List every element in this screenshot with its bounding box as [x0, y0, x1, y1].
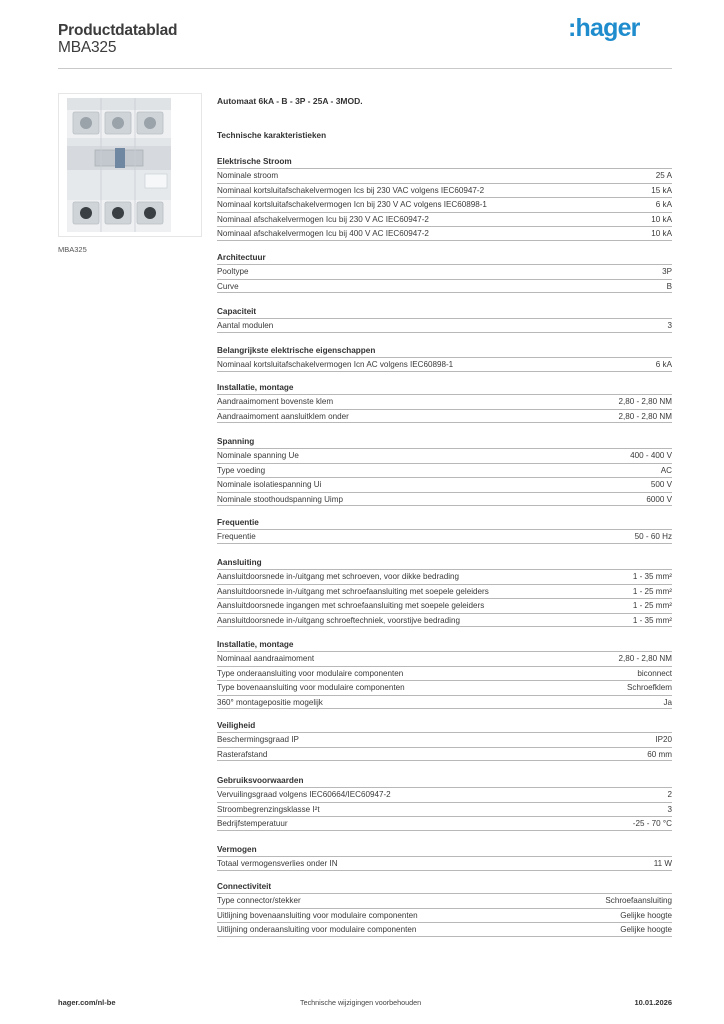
spec-label: Aansluitdoorsnede in-/uitgang schroeftechniek, voorstijve bedrading: [217, 615, 460, 625]
spec-label: Aantal modulen: [217, 321, 274, 330]
spec-value: 25 A: [655, 171, 672, 180]
spec-label: Uitlijning bovenaansluiting voor modulaire componenten: [217, 910, 418, 920]
spec-value: 3: [667, 321, 672, 330]
spec-value: 3: [667, 804, 672, 814]
spec-row: [217, 802, 672, 817]
spec-value: IP20: [655, 735, 672, 744]
spec-row: [217, 908, 672, 923]
spec-row: [217, 279, 672, 294]
spec-row: [217, 747, 672, 762]
spec-label: Type voeding: [217, 465, 266, 475]
spec-row: [217, 695, 672, 710]
spec-value: 3P: [662, 267, 672, 276]
spec-value: 1 - 35 mm²: [632, 572, 672, 581]
spec-row: [217, 893, 672, 908]
section-title: Vermogen: [217, 845, 257, 854]
spec-value: 11 W: [653, 859, 672, 868]
spec-value: biconnect: [637, 668, 672, 678]
section-title: Capaciteit: [217, 307, 257, 316]
spec-label: Type bovenaansluiting voor modulaire componenten: [217, 683, 405, 693]
spec-row: [217, 651, 672, 666]
spec-row: [217, 787, 672, 802]
spec-value: -25 - 70 °C: [632, 819, 672, 829]
spec-row: [217, 856, 672, 871]
section-title: Aansluiting: [217, 558, 262, 567]
section-title: Frequentie: [217, 518, 259, 527]
spec-value: 1 - 25 mm²: [632, 586, 672, 596]
spec-value: B: [666, 281, 672, 291]
spec-value: 2,80 - 2,80 NM: [618, 654, 672, 663]
section-title: Connectiviteit: [217, 882, 272, 891]
spec-label: Vervuilingsgraad volgens IEC60664/IEC60947-2: [217, 790, 391, 799]
product-image-caption: MBA325: [58, 245, 87, 254]
spec-row: [217, 732, 672, 747]
document-subtitle: MBA325: [58, 39, 117, 56]
spec-value: 2: [667, 790, 672, 799]
spec-value: 400 - 400 V: [630, 451, 672, 460]
footer-date: 10.01.2026: [634, 998, 672, 1007]
spec-label: Nominale stoothoudspanning Uimp: [217, 494, 343, 504]
section-title: Installatie, montage: [217, 640, 294, 649]
spec-value: 2,80 - 2,80 NM: [618, 411, 672, 421]
spec-label: Stroombegrenzingsklasse I²t: [217, 804, 320, 814]
hager-logo: :hager: [568, 14, 640, 42]
spec-label: Nominaal aandraaimoment: [217, 654, 315, 663]
spec-row: [217, 357, 672, 372]
spec-value: 2,80 - 2,80 NM: [618, 397, 672, 406]
spec-label: Aandraaimoment bovenste klem: [217, 397, 334, 406]
section-title: Veiligheid: [217, 721, 256, 730]
spec-row: [217, 598, 672, 613]
spec-value: 50 - 60 Hz: [634, 532, 672, 541]
technical-characteristics-heading: Technische karakteristieken: [217, 131, 327, 140]
spec-value: Schroefaansluiting: [605, 896, 672, 905]
spec-label: Aansluitdoorsnede in-/uitgang met schroeven, voor dikke bedrading: [217, 572, 460, 581]
spec-row: [217, 613, 672, 628]
spec-value: AC: [660, 465, 672, 475]
spec-row: [217, 529, 672, 544]
spec-value: 10 kA: [651, 214, 672, 224]
section-title: Gebruiksvoorwaarden: [217, 776, 304, 785]
spec-label: 360° montagepositie mogelijk: [217, 697, 323, 707]
spec-value: 60 mm: [647, 749, 672, 759]
spec-row: [217, 168, 672, 183]
spec-row: [217, 212, 672, 227]
spec-label: Type onderaansluiting voor modulaire componenten: [217, 668, 404, 678]
section-title: Spanning: [217, 437, 255, 446]
header-divider: [58, 68, 672, 69]
spec-row: [217, 264, 672, 279]
spec-label: Frequentie: [217, 532, 256, 541]
spec-label: Nominaal kortsluitafschakelvermogen Icn AC volgens IEC60898-1: [217, 360, 454, 369]
spec-value: 1 - 25 mm²: [632, 601, 672, 611]
spec-label: Rasterafstand: [217, 749, 268, 759]
spec-row: [217, 197, 672, 212]
spec-label: Aansluitdoorsnede in-/uitgang met schroefaansluiting met soepele geleiders: [217, 586, 489, 596]
section-title: Installatie, montage: [217, 383, 294, 392]
spec-label: Nominale stroom: [217, 171, 279, 180]
spec-value: 10 kA: [651, 229, 672, 239]
spec-row: [217, 922, 672, 937]
spec-label: Aandraaimoment aansluitklem onder: [217, 411, 349, 421]
footer-website: hager.com/nl-be: [58, 998, 116, 1007]
section-title: Belangrijkste elektrische eigenschappen: [217, 346, 376, 355]
spec-row: [217, 477, 672, 492]
spec-row: [217, 318, 672, 333]
spec-value: 1 - 35 mm²: [632, 615, 672, 625]
product-image: [58, 93, 202, 237]
spec-label: Nominaal kortsluitafschakelvermogen Icn bij 230 V AC volgens IEC60898-1: [217, 200, 487, 210]
spec-value: Gelijke hoogte: [620, 910, 672, 920]
spec-row: [217, 680, 672, 695]
spec-row: [217, 448, 672, 463]
document-title: Productdatablad: [58, 22, 178, 39]
spec-value: 6000 V: [646, 494, 672, 504]
footer-disclaimer: Technische wijzigingen voorbehouden: [300, 998, 422, 1007]
spec-label: Uitlijning onderaansluiting voor modulaire componenten: [217, 925, 417, 935]
spec-label: Nominaal afschakelvermogen Icu bij 400 V AC IEC60947-2: [217, 229, 429, 239]
spec-row: [217, 463, 672, 478]
spec-value: Schroefklem: [627, 683, 672, 693]
section-title: Elektrische Stroom: [217, 157, 292, 166]
spec-row: [217, 666, 672, 681]
spec-row: [217, 816, 672, 831]
spec-row: [217, 183, 672, 198]
spec-value: 6 kA: [655, 360, 672, 369]
spec-row: [217, 569, 672, 584]
spec-label: Nominaal kortsluitafschakelvermogen Ics bij 230 VAC volgens IEC60947-2: [217, 185, 485, 195]
spec-label: Nominale isolatiespanning Ui: [217, 480, 322, 490]
spec-row: [217, 409, 672, 424]
spec-label: Aansluitdoorsnede ingangen met schroefaansluiting met soepele geleiders: [217, 601, 485, 611]
spec-label: Bedrijfstemperatuur: [217, 819, 288, 829]
spec-label: Totaal vermogensverlies onder IN: [217, 859, 338, 868]
spec-label: Beschermingsgraad IP: [217, 735, 299, 744]
spec-label: Type connector/stekker: [217, 896, 301, 905]
spec-label: Curve: [217, 281, 239, 291]
product-name: Automaat 6kA - B - 3P - 25A - 3MOD.: [217, 96, 363, 106]
spec-row: [217, 492, 672, 507]
spec-value: Gelijke hoogte: [620, 925, 672, 935]
spec-label: Nominale spanning Ue: [217, 451, 299, 460]
spec-value: 500 V: [650, 480, 672, 490]
spec-label: Nominaal afschakelvermogen Icu bij 230 V AC IEC60947-2: [217, 214, 429, 224]
spec-row: [217, 226, 672, 241]
spec-label: Pooltype: [217, 267, 249, 276]
spec-value: 15 kA: [651, 185, 672, 195]
spec-value: 6 kA: [655, 200, 672, 210]
spec-value: Ja: [663, 697, 672, 707]
spec-row: [217, 394, 672, 409]
spec-row: [217, 584, 672, 599]
section-title: Architectuur: [217, 253, 266, 262]
